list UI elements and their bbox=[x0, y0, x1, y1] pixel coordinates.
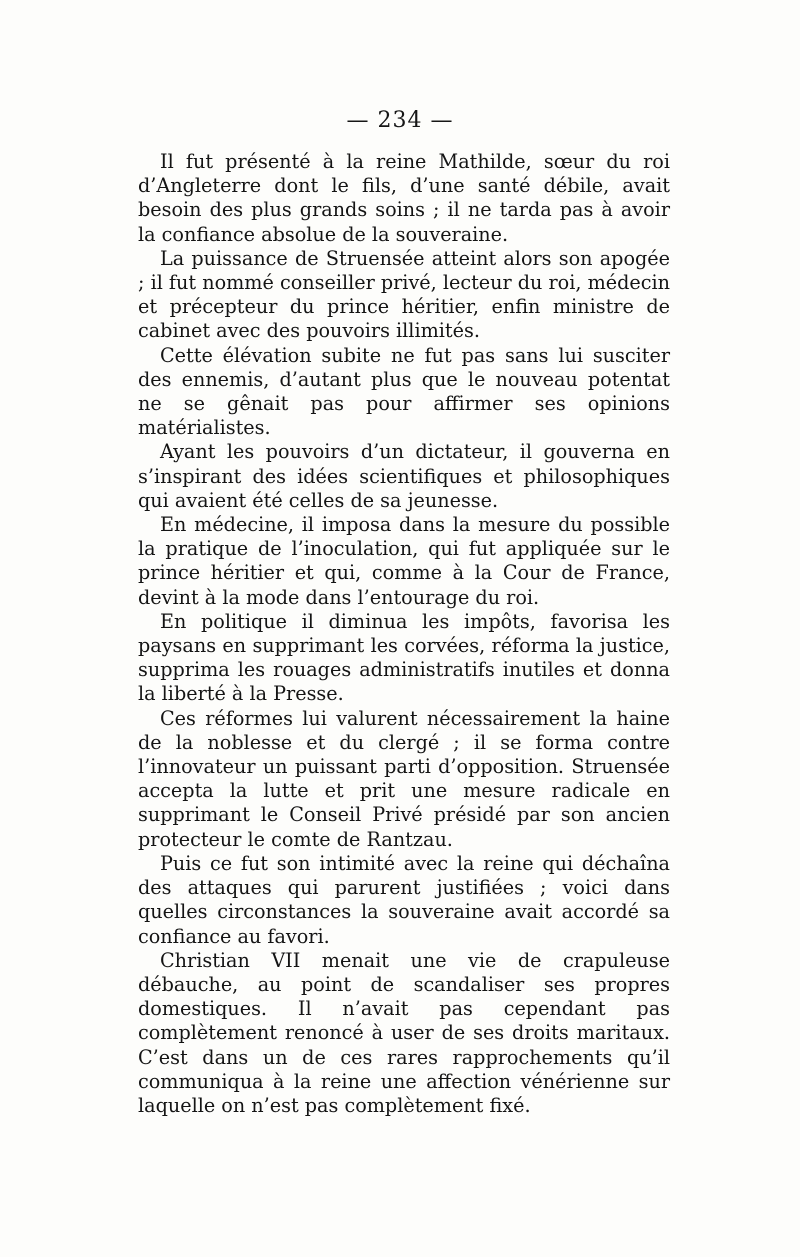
paragraph: Ayant les pouvoirs d’un dictateur, il gouverna en s’inspirant des idées scientifiques et philosophiques qui avaient été celles de sa jeunesse. bbox=[138, 440, 670, 512]
paragraph: Cette élévation subite ne fut pas sans lui susciter des ennemis, d’autant plus que le nouveau potentat ne se gênait pas pour affirmer ses opinions matérialistes. bbox=[138, 343, 670, 440]
body-text bbox=[138, 150, 670, 1118]
paragraph: Ces réformes lui valurent nécessairement la haine de la noblesse et du clergé ; il se forma contre l’innovateur un puissant parti d’opposition. Struensée accepta la lutte et prit une mesure radicale en supprimant le Conseil Privé présidé par son ancien protecteur le comte de Rantzau. bbox=[138, 706, 670, 851]
paragraph: En médecine, il imposa dans la mesure du possible la pratique de l’inoculation, qui fut appliquée sur le prince héritier et qui, comme à la Cour de France, devint à la mode dans l’entourage du roi. bbox=[138, 513, 670, 609]
paragraph: La puissance de Struensée atteint alors son apogée ; il fut nommé conseiller privé, lecteur du roi, médecin et précepteur du prince héritier, enfin ministre de cabinet avec des pouvoirs illimités. bbox=[138, 246, 670, 343]
paragraph: Il fut présenté à la reine Mathilde, sœur du roi d’Angleterre dont le fils, d’une santé débile, avait besoin des plus grands soins ; il ne tarda pas à avoir la confiance absolue de la souveraine. bbox=[138, 150, 670, 246]
paragraph: En politique il diminua les impôts, favorisa les paysans en supprimant les corvées, réforma la justice, supprima les rouages administratifs inutiles et donna la liberté à la Presse. bbox=[138, 609, 670, 706]
paragraph: Christian VII menait une vie de crapuleuse débauche, au point de scandaliser ses propres domestiques. Il n’avait pas cependant pas complètement renoncé à user de ses droits maritaux. C’est dans un de ces rares rapprochements qu’il communiqua à la reine une affection vénérienne sur laquelle on n’est pas complètement fixé. bbox=[138, 948, 670, 1117]
page-number: — 234 — bbox=[346, 108, 454, 133]
paragraph: Puis ce fut son intimité avec la reine qui déchaîna des attaques qui parurent justifiées ; voici dans quelles circonstances la souveraine avait accordé sa confiance au favori. bbox=[138, 851, 670, 948]
